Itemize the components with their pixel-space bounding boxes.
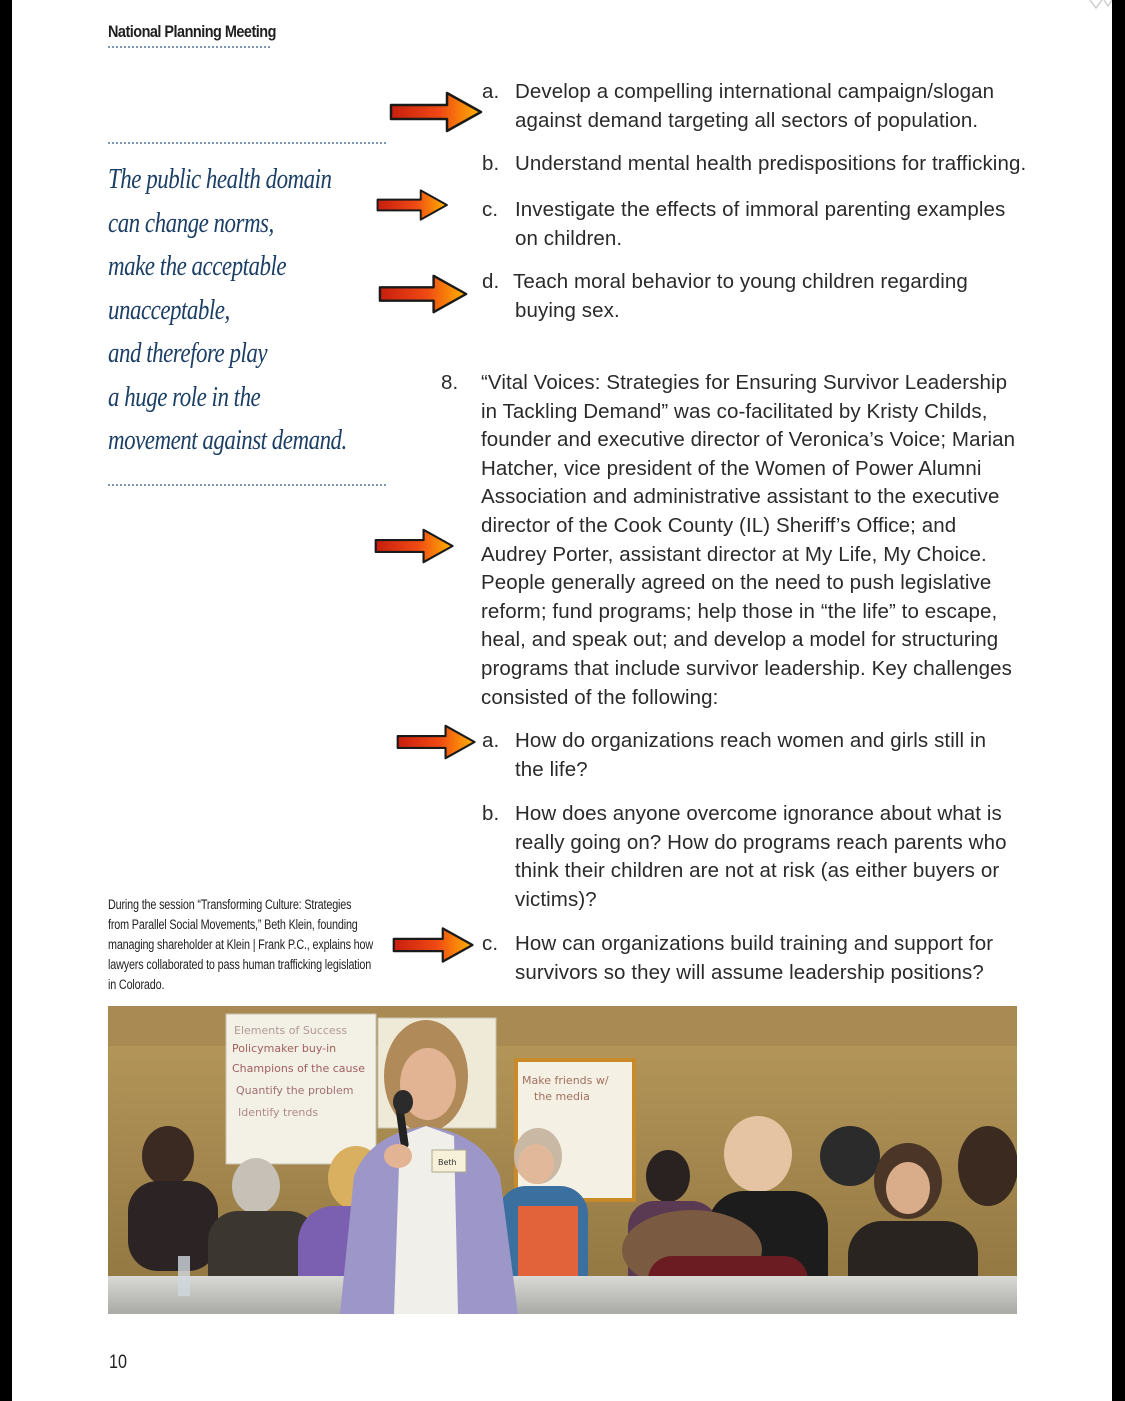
pull-quote — [108, 158, 346, 463]
paragraph-line: reform; fund programs; help those in “the life” to escape, — [481, 599, 998, 623]
flipchart-text: the media — [534, 1090, 590, 1103]
list-item-label: c. — [482, 198, 499, 221]
pullquote-bottom-rule — [108, 484, 386, 486]
pullquote-line: make the acceptable — [108, 251, 287, 282]
list-item-label: b. — [482, 152, 500, 175]
list-item-line: victims)? — [515, 887, 597, 911]
header-dotted-rule — [108, 46, 270, 48]
paragraph-line: Audrey Porter, assistant director at My Life, My Choice. — [481, 542, 987, 566]
paragraph-line: consisted of the following: — [481, 685, 719, 709]
list-item-label: c. — [482, 932, 499, 955]
pullquote-line: and therefore play — [108, 338, 268, 369]
name-badge-text: Beth — [438, 1158, 457, 1167]
list-item-line: How does anyone overcome ignorance about what is — [515, 802, 1002, 825]
list-item-line: the life? — [515, 757, 588, 781]
sublist-2 — [482, 727, 1102, 997]
paragraph-line: programs that include survivor leadership. Key challenges — [481, 656, 1013, 680]
list-item-line: How do organizations reach women and girls still in — [515, 729, 987, 752]
caption-line: managing shareholder at Klein | Frank P.C., explains how — [108, 937, 374, 952]
page-number: 10 — [109, 1352, 127, 1373]
arrow-right-icon — [389, 90, 485, 134]
flipchart-text: Elements of Success — [234, 1024, 348, 1037]
caption-line: from Parallel Social Movements,” Beth Klein, founding — [108, 917, 358, 932]
list-item-line: buying sex. — [515, 298, 620, 322]
list-item-line: against demand targeting all sectors of population. — [515, 108, 979, 132]
pullquote-line: a huge role in the — [108, 381, 261, 413]
caption-line: lawyers collaborated to pass human trafficking legislation — [108, 957, 372, 972]
arrow-right-icon — [374, 526, 456, 566]
flipchart-text: Identify trends — [238, 1106, 319, 1119]
flipchart-text: Champions of the cause — [232, 1062, 365, 1075]
pullquote-line: unacceptable, — [108, 294, 230, 326]
photo-caption — [108, 895, 372, 995]
list-item-line: Investigate the effects of immoral parenting examples — [515, 198, 1006, 221]
arrow-right-icon — [392, 924, 476, 966]
paragraph-line: Hatcher, vice president of the Women of Power Alumni — [481, 456, 982, 480]
pullquote-line: can change norms, — [108, 207, 274, 239]
running-header: National Planning Meeting — [108, 22, 276, 41]
numbered-item-8 — [441, 369, 1101, 719]
list-item-label: a. — [482, 729, 500, 752]
list-item-label: b. — [482, 802, 500, 825]
meeting-photo — [108, 1006, 1017, 1314]
list-item-line: on children. — [515, 226, 623, 250]
arrow-right-icon — [376, 186, 450, 224]
flipchart-text: Quantify the problem — [236, 1084, 354, 1097]
flipchart-text: Make friends w/ — [522, 1074, 609, 1087]
list-item-line: survivors so they will assume leadership positions? — [515, 960, 984, 984]
sublist-1 — [482, 78, 1102, 338]
arrow-right-icon — [378, 272, 470, 316]
paragraph-line: “Vital Voices: Strategies for Ensuring Survivor Leadership — [481, 371, 1008, 394]
list-item-line: How can organizations build training and support for — [515, 932, 994, 955]
caption-line: in Colorado. — [108, 977, 165, 992]
list-item-line: Teach moral behavior to young children regarding — [513, 270, 968, 293]
list-item-line: really going on? How do programs reach parents who — [515, 830, 1007, 854]
paragraph-line: heal, and speak out; and develop a model for structuring — [481, 628, 999, 652]
list-item-line: think their children are not at risk (as either buyers or — [515, 859, 1000, 882]
list-item-label: d. — [482, 270, 500, 293]
document-page — [12, 0, 1112, 1401]
corner-star-icon — [1052, 0, 1112, 14]
pullquote-line: movement against demand. — [108, 425, 347, 456]
list-item-line: Understand mental health predispositions for trafficking. — [515, 152, 1027, 175]
paragraph-line: Association and administrative assistant to the executive — [481, 485, 1000, 509]
list-item-line: Develop a compelling international campaign/slogan — [515, 80, 995, 103]
list-item-label: a. — [482, 80, 500, 103]
paragraph-line: People generally agreed on the need to push legislative — [481, 571, 992, 595]
paragraph-line: in Tackling Demand” was co-facilitated by Kristy Childs, — [481, 399, 988, 423]
pullquote-line: The public health domain — [108, 164, 332, 195]
paragraph-line: founder and executive director of Veronica’s Voice; Marian — [481, 428, 1016, 452]
paragraph-line: director of the Cook County (IL) Sheriff’s Office; and — [481, 513, 957, 537]
meeting-photo-illustration — [108, 1006, 1017, 1314]
pullquote-top-rule — [108, 142, 386, 144]
caption-line: During the session “Transforming Culture: Strategies — [108, 897, 352, 912]
flipchart-text: Policymaker buy-in — [232, 1042, 337, 1055]
arrow-right-icon — [396, 722, 478, 762]
item-number: 8. — [441, 371, 459, 394]
